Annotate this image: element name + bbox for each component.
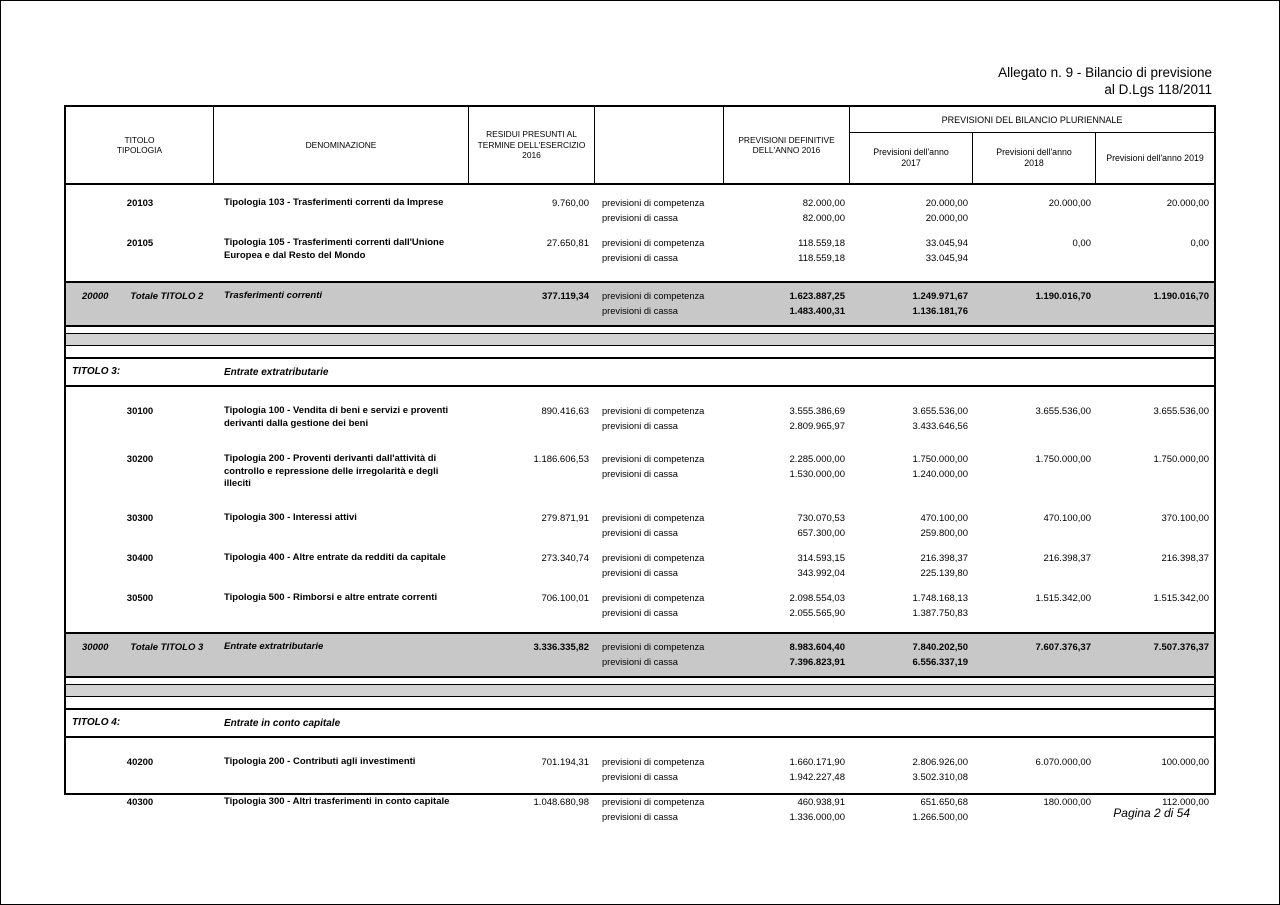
separator-bar (66, 684, 1214, 697)
val-2018-competenza: 7.607.376,37 (1035, 641, 1091, 653)
column-header-denominazione: DENOMINAZIONE (214, 107, 469, 183)
col-2018 (973, 511, 1096, 541)
val-def2016-cassa: 2.055.565,90 (789, 607, 845, 619)
header-titolo: TITOLO (124, 134, 155, 145)
total-code: 20000 (82, 291, 109, 302)
val-def2016-competenza: 82.000,00 (802, 198, 845, 209)
section-name: Entrate in conto capitale (224, 717, 341, 729)
total-row (66, 632, 1214, 678)
col-2017 (850, 196, 973, 226)
col-2017 (850, 551, 973, 581)
label-cassa: previsioni di cassa (602, 656, 678, 667)
label-cassa: previsioni di cassa (602, 567, 678, 578)
label-cassa: previsioni di cassa (602, 421, 678, 431)
table-row (66, 231, 1214, 271)
val-def2016-cassa: 1.530.000,00 (789, 469, 845, 480)
row-code: 30100 (126, 406, 154, 417)
row-residui-value: 706.100,01 (541, 592, 589, 604)
val-2017-competenza: 20.000,00 (925, 198, 968, 209)
col-2018 (973, 236, 1096, 266)
label-competenza: previsioni di competenza (602, 796, 705, 807)
label-cassa: previsioni di cassa (602, 306, 678, 316)
separator-bar (66, 333, 1214, 346)
row-code: 40200 (126, 756, 154, 768)
col-2017 (850, 755, 973, 785)
row-residui-value: 1.048.680,98 (533, 796, 589, 808)
row-residui-value: 279.871,91 (541, 512, 589, 524)
val-def2016-cassa: 2.809.965,97 (789, 421, 845, 432)
col-2018 (973, 196, 1096, 226)
val-2017-cassa: 1.387.750,83 (912, 607, 968, 619)
total-denomination: Trasferimenti correnti (224, 290, 323, 301)
val-2017-cassa: 1.266.500,00 (912, 811, 968, 823)
val-2019-competenza: 0,00 (1190, 238, 1209, 249)
val-2019-competenza: 112.000,00 (1162, 796, 1209, 808)
table-row (66, 790, 1214, 830)
label-competenza: previsioni di competenza (602, 406, 705, 416)
table-row (66, 506, 1214, 546)
val-def2016-cassa: 82.000,00 (802, 213, 845, 224)
val-2017-cassa: 6.556.337,19 (912, 656, 968, 668)
document-title-line1: Allegato n. 9 - Bilancio di previsione (998, 65, 1212, 80)
val-2017-cassa: 1.136.181,76 (912, 306, 968, 317)
val-2019-competenza: 1.190.016,70 (1153, 291, 1209, 302)
val-2017-cassa: 20.000,00 (925, 213, 968, 224)
col-2019 (1096, 452, 1214, 491)
row-denomination: Tipologia 100 - Vendita di beni e servizi e proventi derivanti dalla gestione dei beni (224, 405, 449, 429)
val-2019-competenza: 7.507.376,37 (1153, 641, 1209, 653)
document-title-line2: al D.Lgs 118/2011 (1104, 82, 1212, 97)
row-code: 20103 (126, 198, 154, 209)
col-2019 (1096, 755, 1214, 785)
col-2018 (973, 289, 1096, 319)
prev-type-labels (595, 236, 724, 266)
col-def2016 (724, 755, 850, 785)
col-def2016 (724, 551, 850, 581)
col-2018 (973, 795, 1096, 825)
label-competenza: previsioni di competenza (602, 238, 705, 248)
row-code: 30500 (126, 592, 154, 604)
total-code-label (66, 640, 214, 670)
val-def2016-cassa: 7.396.823,91 (789, 656, 845, 668)
col-2019 (1096, 640, 1214, 670)
column-header-empty (595, 107, 724, 183)
col-2017 (850, 404, 973, 434)
section-code: TITOLO 4: (72, 716, 121, 728)
val-def2016-competenza: 8.983.604,40 (789, 641, 845, 653)
val-2019-competenza: 216.398,37 (1161, 552, 1209, 564)
val-2018-competenza: 0,00 (1072, 238, 1091, 249)
val-2019-competenza: 20.000,00 (1166, 198, 1209, 209)
val-2018-competenza: 3.655.536,00 (1035, 406, 1091, 417)
col-def2016 (724, 795, 850, 825)
val-def2016-competenza: 314.593,15 (797, 552, 845, 564)
section-row (66, 708, 1214, 738)
val-def2016-cassa: 118.559,18 (798, 253, 845, 264)
val-2018-competenza: 1.515.342,00 (1035, 592, 1091, 604)
val-def2016-competenza: 2.285.000,00 (789, 454, 845, 465)
col-def2016 (724, 452, 850, 491)
val-2018-competenza: 1.750.000,00 (1035, 454, 1091, 465)
label-competenza: previsioni di competenza (602, 641, 705, 652)
row-denomination: Tipologia 300 - Interessi attivi (224, 511, 357, 523)
val-def2016-cassa: 1.336.000,00 (789, 811, 845, 823)
row-denomination: Tipologia 500 - Rimborsi e altre entrate correnti (224, 591, 438, 603)
col-2017 (850, 289, 973, 319)
row-denomination: Tipologia 300 - Altri trasferimenti in conto capitale (224, 795, 450, 807)
section-code: TITOLO 3: (72, 366, 121, 377)
row-residui-value: 27.650,81 (546, 238, 589, 249)
total-residui-value: 377.119,34 (541, 291, 589, 302)
column-header-2019: Previsioni dell'anno 2019 (1106, 152, 1204, 163)
row-residui-value: 1.186.606,53 (533, 454, 589, 465)
col-2018 (973, 591, 1096, 621)
val-2018-competenza: 20.000,00 (1048, 198, 1091, 209)
col-def2016 (724, 196, 850, 226)
val-2019-competenza: 1.750.000,00 (1153, 454, 1209, 465)
col-2017 (850, 795, 973, 825)
val-2017-competenza: 7.840.202,50 (912, 641, 968, 653)
col-2019 (1096, 289, 1214, 319)
val-def2016-competenza: 2.098.554,03 (789, 592, 845, 604)
val-def2016-cassa: 1.942.227,48 (789, 771, 845, 783)
label-competenza: previsioni di competenza (602, 198, 705, 208)
col-2018 (973, 755, 1096, 785)
label-cassa: previsioni di cassa (602, 771, 678, 782)
column-header-titolo-tipologia (66, 107, 214, 183)
col-def2016 (724, 404, 850, 434)
total-label: Totale TITOLO 3 (130, 641, 204, 653)
val-2017-competenza: 33.045,94 (925, 238, 968, 249)
val-2017-competenza: 470.100,00 (920, 512, 968, 524)
header-year-columns (850, 133, 1214, 183)
col-2019 (1096, 551, 1214, 581)
col-def2016 (724, 236, 850, 266)
row-code: 30300 (126, 512, 154, 524)
col-def2016 (724, 511, 850, 541)
label-cassa: previsioni di cassa (602, 811, 678, 822)
val-2017-competenza: 1.750.000,00 (912, 454, 968, 465)
prev-type-labels (595, 452, 724, 491)
label-cassa: previsioni di cassa (602, 527, 678, 538)
row-denomination: Tipologia 400 - Altre entrate da redditi da capitale (224, 551, 446, 563)
col-2017 (850, 511, 973, 541)
column-header-residui: RESIDUI PRESUNTI AL TERMINE DELL'ESERCIZIO 2016 (469, 107, 595, 183)
column-header-2018: Previsioni dell'anno 2018 (973, 133, 1096, 183)
row-residui-value: 273.340,74 (541, 552, 589, 564)
val-def2016-competenza: 1.623.887,25 (789, 291, 845, 302)
table-row (66, 447, 1214, 496)
label-competenza: previsioni di competenza (602, 454, 705, 464)
val-2019-competenza: 100.000,00 (1161, 756, 1209, 768)
val-def2016-cassa: 1.483.400,31 (789, 306, 845, 317)
row-denomination: Tipologia 103 - Trasferimenti correnti da Imprese (224, 197, 444, 208)
total-denomination: Entrate extratributarie (224, 640, 324, 652)
total-label: Totale TITOLO 2 (130, 291, 204, 302)
label-cassa: previsioni di cassa (602, 469, 678, 479)
val-2017-competenza: 1.748.168,13 (912, 592, 968, 604)
row-code: 40300 (126, 796, 154, 808)
col-def2016 (724, 591, 850, 621)
val-2017-competenza: 651.650,68 (920, 796, 968, 808)
val-2018-competenza: 6.070.000,00 (1035, 756, 1091, 768)
row-denomination: Tipologia 200 - Proventi derivanti dall'attività di controllo e repressione delle irregolarità e degli illeciti (224, 453, 439, 489)
label-competenza: previsioni di competenza (602, 756, 705, 767)
val-2019-competenza: 370.100,00 (1161, 512, 1209, 524)
val-2017-cassa: 3.502.310,08 (912, 771, 968, 783)
section-row (66, 357, 1214, 387)
col-2019 (1096, 591, 1214, 621)
val-def2016-competenza: 1.660.171,90 (789, 756, 845, 768)
col-2018 (973, 452, 1096, 491)
val-2018-competenza: 216.398,37 (1043, 552, 1091, 564)
val-2017-competenza: 216.398,37 (920, 552, 968, 564)
col-2018 (973, 551, 1096, 581)
prev-type-labels (595, 640, 724, 670)
table-row (66, 191, 1214, 231)
prev-type-labels (595, 755, 724, 785)
col-2019 (1096, 404, 1214, 434)
row-residui-value: 701.194,31 (541, 756, 589, 768)
val-2017-cassa: 259.800,00 (920, 527, 968, 539)
row-code: 30200 (126, 454, 154, 465)
val-2017-competenza: 2.806.926,00 (912, 756, 968, 768)
row-denomination: Tipologia 105 - Trasferimenti correnti dall'Unione Europea e dal Resto del Mondo (224, 237, 445, 261)
column-group-pluriennale (850, 107, 1214, 183)
table-row (66, 586, 1214, 626)
val-2017-cassa: 33.045,94 (925, 253, 968, 264)
col-2017 (850, 452, 973, 491)
total-code-label (66, 289, 214, 319)
page-number: Pagina 2 di 54 (1113, 806, 1190, 820)
col-def2016 (724, 289, 850, 319)
total-row (66, 281, 1214, 327)
table-header (66, 107, 1214, 185)
prev-type-labels (595, 196, 724, 226)
col-2017 (850, 236, 973, 266)
total-residui-value: 3.336.335,82 (533, 641, 589, 653)
label-competenza: previsioni di competenza (602, 552, 705, 563)
row-code: 20105 (126, 238, 154, 249)
label-cassa: previsioni di cassa (602, 253, 678, 263)
prev-type-labels (595, 591, 724, 621)
document-title (998, 64, 1212, 98)
section-name: Entrate extratributarie (224, 367, 329, 378)
val-def2016-competenza: 3.555.386,69 (789, 406, 845, 417)
val-2017-competenza: 3.655.536,00 (912, 406, 968, 417)
header-tipologia: TIPOLOGIA (116, 145, 163, 155)
label-cassa: previsioni di cassa (602, 607, 678, 618)
col-2017 (850, 640, 973, 670)
row-residui-value: 890.416,63 (541, 406, 589, 417)
table-row (66, 546, 1214, 586)
val-2017-cassa: 1.240.000,00 (912, 469, 968, 480)
prev-type-labels (595, 404, 724, 434)
header-pluriennale-title: PREVISIONI DEL BILANCIO PLURIENNALE (850, 107, 1214, 133)
total-code: 30000 (82, 641, 109, 653)
row-residui-value: 9.760,00 (552, 198, 589, 209)
col-2019 (1096, 236, 1214, 266)
val-def2016-competenza: 730.070,53 (797, 512, 845, 524)
val-2018-competenza: 180.000,00 (1043, 796, 1091, 808)
val-2017-cassa: 225.139,80 (920, 567, 968, 579)
prev-type-labels (595, 551, 724, 581)
val-2019-competenza: 1.515.342,00 (1153, 592, 1209, 604)
label-competenza: previsioni di competenza (602, 291, 705, 301)
col-2019 (1096, 196, 1214, 226)
col-2018 (973, 640, 1096, 670)
val-2019-competenza: 3.655.536,00 (1153, 406, 1209, 417)
column-header-previsioni-definitive: PREVISIONI DEFINITIVE DELL'ANNO 2016 (724, 107, 850, 183)
column-header-2017: Previsioni dell'anno 2017 (850, 133, 973, 183)
col-2019 (1096, 511, 1214, 541)
row-code: 30400 (126, 552, 154, 564)
val-2017-cassa: 3.433.646,56 (912, 421, 968, 432)
label-cassa: previsioni di cassa (602, 213, 678, 223)
prev-type-labels (595, 795, 724, 825)
table-row (66, 399, 1214, 439)
val-2017-competenza: 1.249.971,67 (912, 291, 968, 302)
prev-type-labels (595, 511, 724, 541)
val-2018-competenza: 1.190.016,70 (1035, 291, 1091, 302)
col-2017 (850, 591, 973, 621)
val-def2016-cassa: 657.300,00 (797, 527, 845, 539)
row-denomination: Tipologia 200 - Contributi agli investimenti (224, 755, 416, 767)
label-competenza: previsioni di competenza (602, 512, 705, 523)
label-competenza: previsioni di competenza (602, 592, 705, 603)
col-def2016 (724, 640, 850, 670)
col-2018 (973, 404, 1096, 434)
val-2018-competenza: 470.100,00 (1043, 512, 1091, 524)
table-row (66, 750, 1214, 790)
prev-type-labels (595, 289, 724, 319)
val-def2016-competenza: 460.938,91 (797, 796, 845, 808)
val-def2016-competenza: 118.559,18 (798, 238, 845, 249)
val-def2016-cassa: 343.992,04 (797, 567, 845, 579)
